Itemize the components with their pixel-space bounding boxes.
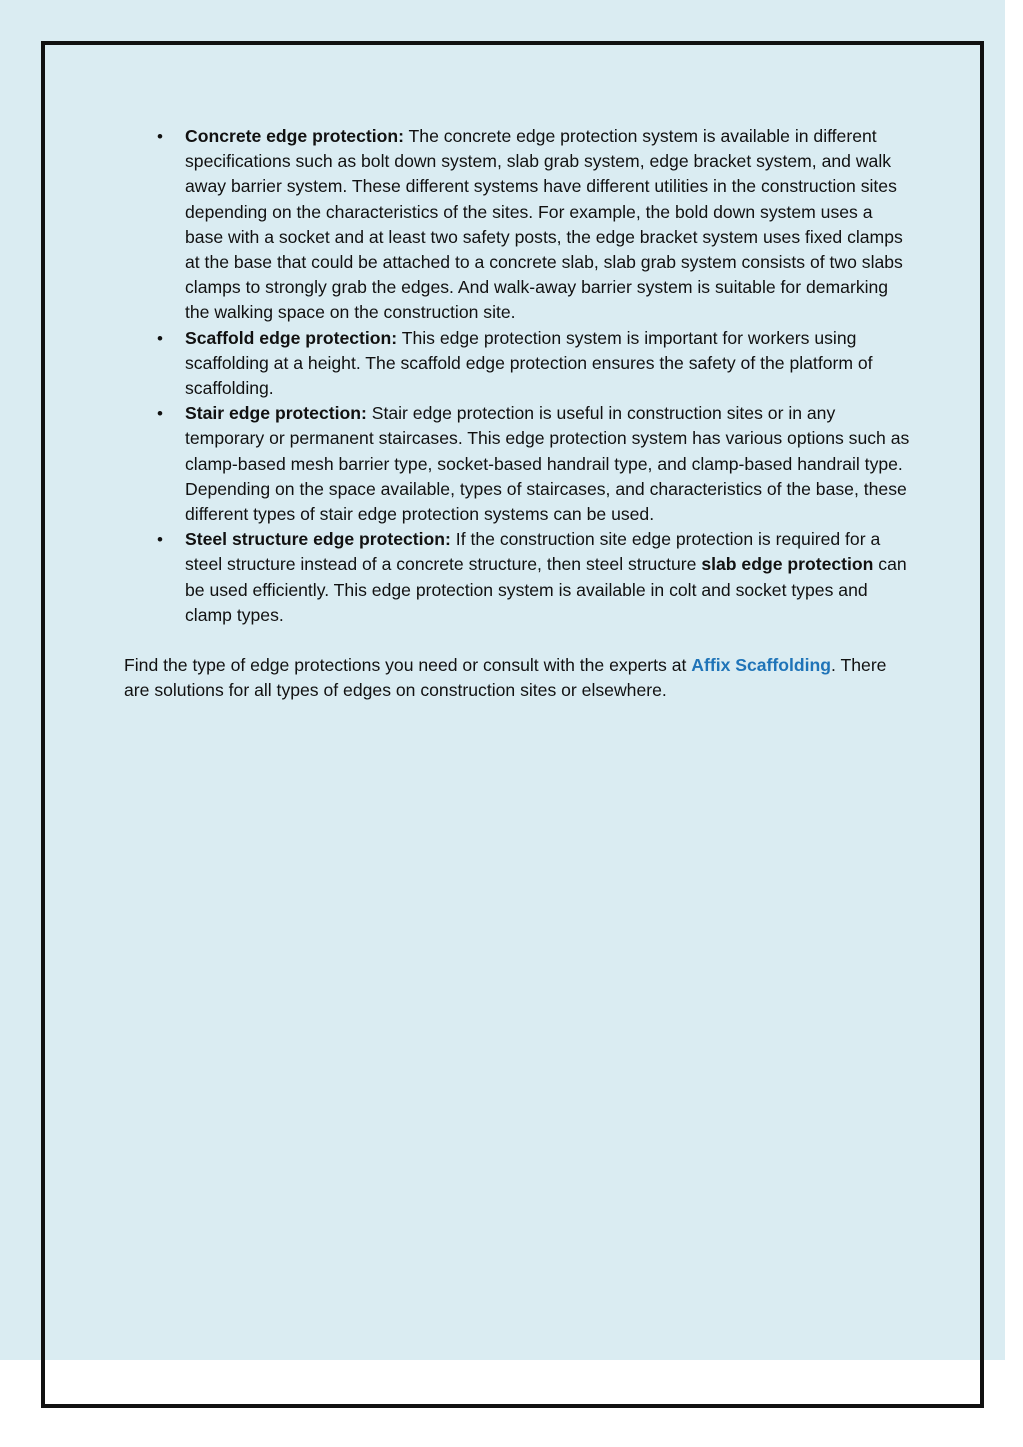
item-heading: Concrete edge protection: <box>185 126 404 146</box>
list-item <box>124 124 914 326</box>
item-heading: Stair edge protection: <box>185 403 367 424</box>
bullet-icon: • <box>157 404 163 424</box>
item-inline-bold: slab edge protection <box>701 554 874 575</box>
bullet-icon: • <box>157 530 163 550</box>
item-heading: Steel structure edge protection: <box>185 529 451 550</box>
item-text: The concrete edge protection system is available in different specifications such as bolt down system, slab grab system, edge bracket system, and walk away barrier system. These different systems have different utilities in the construction sites depending on the characteristics of the sites. For example, the bold down system uses a base with a socket and at least two safety posts, the edge bracket system uses fixed clamps at the base that could be attached to a concrete slab, slab grab system consists of two slabs clamps to strongly grab the edges. And walk-away barrier system is suitable for demarking the walking space on the construction site. <box>185 126 903 323</box>
item-heading: Scaffold edge protection: <box>185 327 398 348</box>
list-item <box>124 326 914 402</box>
bullet-icon: • <box>157 328 163 348</box>
closing-paragraph <box>124 653 914 703</box>
bullet-icon: • <box>157 127 163 146</box>
item-text: Stair edge protection is useful in construction sites or in any temporary or permanent staircases. This edge protection system has various options such as clamp-based mesh barrier type, socket-based handrail type, and clamp-based handrail type. Depending on the space available, types of staircases, and characteristics of the base, these different types of stair edge protection systems can be used. <box>185 403 910 525</box>
item-text-after: can be used efficiently. This edge protection system is available in colt and socket types and clamp types. <box>185 554 907 625</box>
list-item <box>124 527 914 628</box>
item-text: This edge protection system is important for workers using scaffolding at a height. The scaffold edge protection ensures the safety of the platform of scaffolding. <box>185 327 873 399</box>
list-item <box>124 401 914 527</box>
edge-protection-list <box>124 124 914 628</box>
closing-text-after: . There are solutions for all types of edges on construction sites or elsewhere. <box>124 655 887 701</box>
document-body <box>124 124 914 721</box>
item-text: If the construction site edge protection is required for a steel structure instead of a concrete structure, then steel structure <box>185 529 881 575</box>
affix-scaffolding-link[interactable]: Affix Scaffolding <box>691 655 832 676</box>
closing-text: Find the type of edge protections you need or consult with the experts at <box>124 655 692 676</box>
